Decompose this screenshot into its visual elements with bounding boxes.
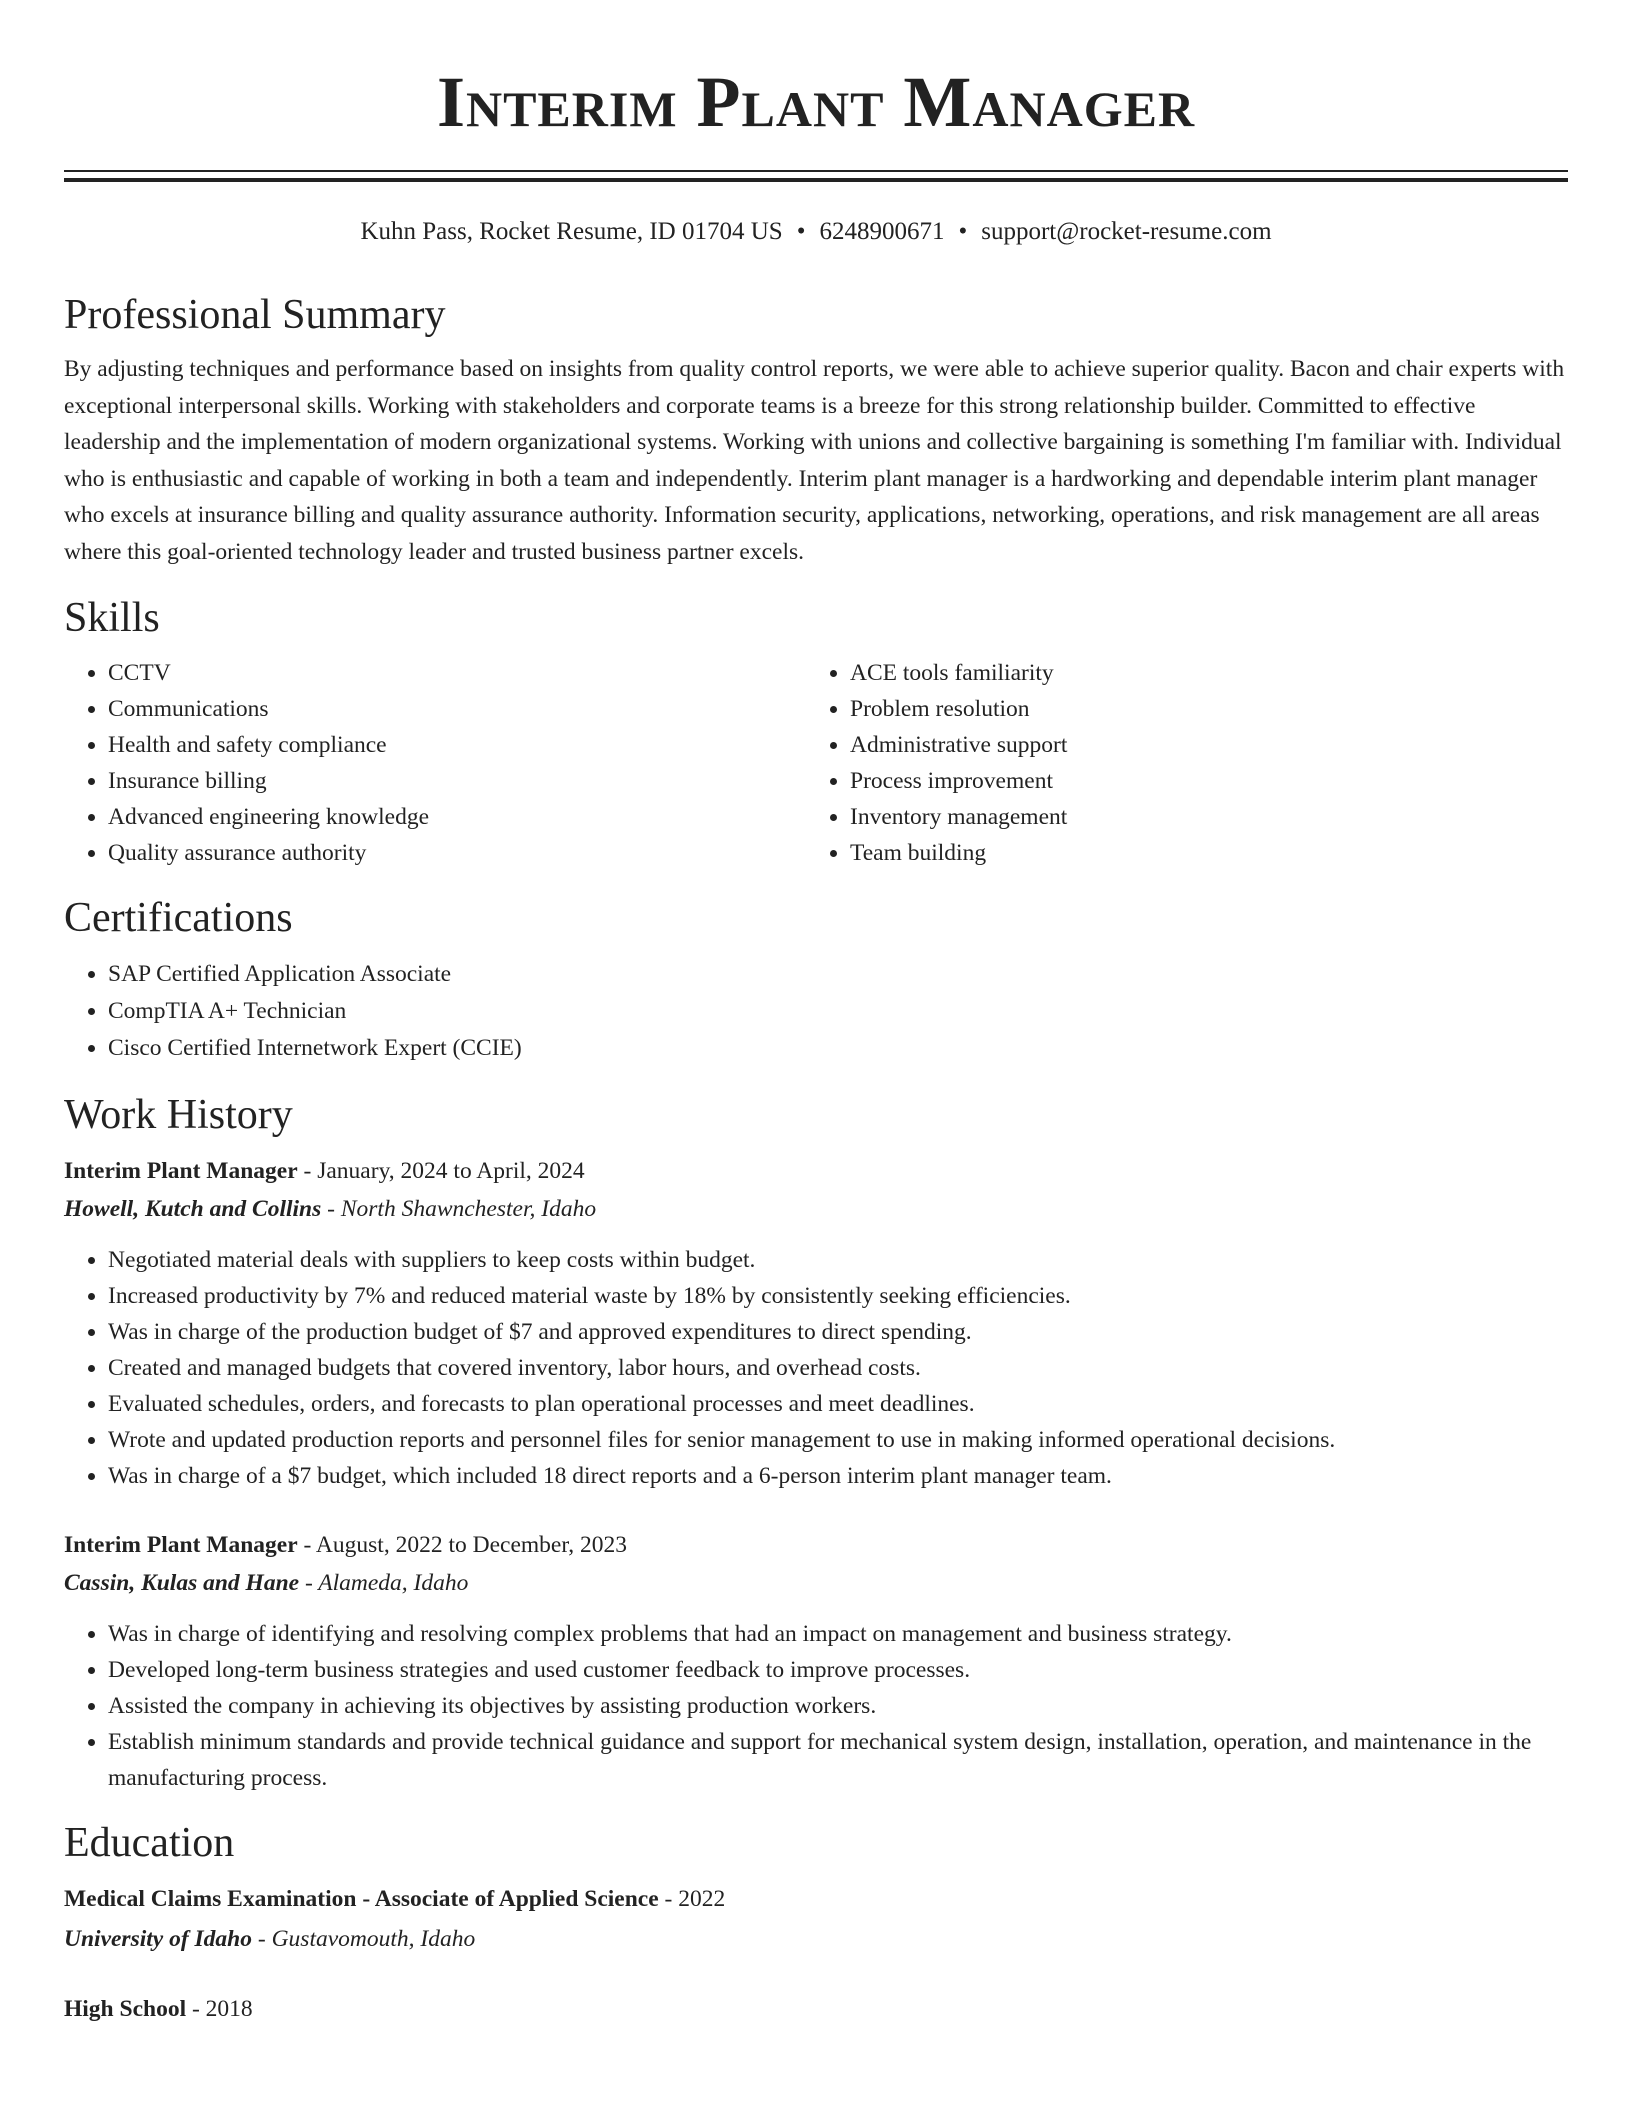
skills-grid <box>64 655 1568 871</box>
education-school: University of Idaho <box>64 1926 252 1952</box>
certifications-list <box>64 956 1568 1067</box>
education-year: - 2022 <box>664 1886 726 1912</box>
skills-list-left <box>64 655 806 871</box>
job-bullet: • Assisted the company in achieving its objectives by assisting production workers. <box>108 1688 1568 1724</box>
skill-item: • Health and safety compliance <box>108 727 806 763</box>
job-bullet: • Created and managed budgets that covered inventory, labor hours, and overhead costs. <box>108 1350 1568 1386</box>
job-bullet: • Was in charge of identifying and resolving complex problems that had an impact on management and business strategy. <box>108 1616 1568 1652</box>
job-responsibilities <box>64 1242 1568 1494</box>
job-responsibilities <box>64 1616 1568 1796</box>
skill-item: • ACE tools familiarity <box>850 655 1548 691</box>
job-bullet: • Establish minimum standards and provide technical guidance and support for mechanical system design, installation, operation, and maintenance in the manufacturing process. <box>108 1724 1568 1796</box>
job-location: - Alameda, Idaho <box>304 1570 469 1596</box>
job-employer-line <box>64 1564 1568 1602</box>
education-entry <box>64 1879 1568 1959</box>
header-rule-thin <box>64 170 1568 172</box>
summary-heading: Professional Summary <box>64 292 446 338</box>
contact-phone: 6248900671 <box>819 218 945 245</box>
work-history-heading: Work History <box>64 1092 293 1138</box>
job-location: - North Shawnchester, Idaho <box>327 1196 597 1222</box>
job-dates: - January, 2024 to April, 2024 <box>303 1158 585 1184</box>
contact-email: support@rocket-resume.com <box>981 218 1272 245</box>
education-year: - 2018 <box>191 1996 253 2022</box>
education-header <box>64 1989 1568 2029</box>
skill-item: • CCTV <box>108 655 806 691</box>
job-dates: - August, 2022 to December, 2023 <box>303 1532 627 1558</box>
education-degree: Medical Claims Examination - Associate of Applied Science <box>64 1886 659 1912</box>
job-bullet: • Developed long-term business strategies and used customer feedback to improve processes. <box>108 1652 1568 1688</box>
skill-item: • Communications <box>108 691 806 727</box>
contact-separator: • <box>958 218 968 245</box>
header-rule-thick <box>64 178 1568 182</box>
job-bullet: • Increased productivity by 7% and reduced material waste by 18% by consistently seeking efficiencies. <box>108 1278 1568 1314</box>
education-school-line <box>64 1919 1568 1959</box>
education-location: - Gustavomouth, Idaho <box>257 1926 476 1952</box>
job-header <box>64 1526 1568 1564</box>
contact-line <box>64 216 1568 248</box>
education-entry <box>64 1989 1568 2029</box>
skill-item: • Advanced engineering knowledge <box>108 799 806 835</box>
skills-column-left <box>64 655 806 871</box>
resume-name-title: Interim Plant Manager <box>436 62 1196 142</box>
job-role: Interim Plant Manager <box>64 1158 298 1184</box>
job-bullet: • Evaluated schedules, orders, and forecasts to plan operational processes and meet deadlines. <box>108 1386 1568 1422</box>
job-bullet: • Was in charge of a $7 budget, which included 18 direct reports and a 6-person interim plant manager team. <box>108 1458 1568 1494</box>
job-role: Interim Plant Manager <box>64 1532 298 1558</box>
job-entry <box>64 1152 1568 1494</box>
skills-column-right <box>806 655 1548 871</box>
certification-item: • CompTIA A+ Technician <box>108 993 1568 1030</box>
skill-item: • Quality assurance authority <box>108 835 806 871</box>
certification-item: • SAP Certified Application Associate <box>108 956 1568 993</box>
skill-item: • Inventory management <box>850 799 1548 835</box>
certification-item: • Cisco Certified Internetwork Expert (CCIE) <box>108 1030 1568 1067</box>
skill-item: • Administrative support <box>850 727 1548 763</box>
skills-heading: Skills <box>64 595 160 641</box>
skill-item: • Process improvement <box>850 763 1548 799</box>
job-company: Cassin, Kulas and Hane <box>64 1570 300 1596</box>
education-degree: High School <box>64 1996 187 2022</box>
job-company: Howell, Kutch and Collins <box>64 1196 322 1222</box>
education-heading: Education <box>64 1820 235 1866</box>
skill-item: • Insurance billing <box>108 763 806 799</box>
job-entry <box>64 1526 1568 1796</box>
skill-item: • Team building <box>850 835 1548 871</box>
job-bullet: • Wrote and updated production reports and personnel files for senior management to use in making informed operational decisions. <box>108 1422 1568 1458</box>
job-bullet: • Negotiated material deals with suppliers to keep costs within budget. <box>108 1242 1568 1278</box>
skills-list-right <box>806 655 1548 871</box>
job-employer-line <box>64 1190 1568 1228</box>
contact-separator: • <box>796 218 806 245</box>
summary-text: By adjusting techniques and performance based on insights from quality control reports, we were able to achieve superior quality. Bacon and chair experts with exceptional interpersonal skills. Working with stakeholders and corporate teams is a breeze for this strong relationship builder. Committed to effective leadership and the implementation of modern organizational systems. Working with unions and collective bargaining is something I'm familiar with. Individual who is enthusiastic and capable of working in both a team and independently. Interim plant manager is a hardworking and dependable interim plant manager who excels at insurance billing and quality assurance authority. Information security, applications, networking, operations, and risk management are all areas where this goal-oriented technology leader and trusted business partner excels. <box>64 356 1565 565</box>
contact-address: Kuhn Pass, Rocket Resume, ID 01704 US <box>360 218 783 245</box>
certifications-heading: Certifications <box>64 895 293 941</box>
education-header <box>64 1879 1568 1919</box>
skill-item: • Problem resolution <box>850 691 1548 727</box>
job-bullet: • Was in charge of the production budget of $7 and approved expenditures to direct spending. <box>108 1314 1568 1350</box>
job-header <box>64 1152 1568 1190</box>
